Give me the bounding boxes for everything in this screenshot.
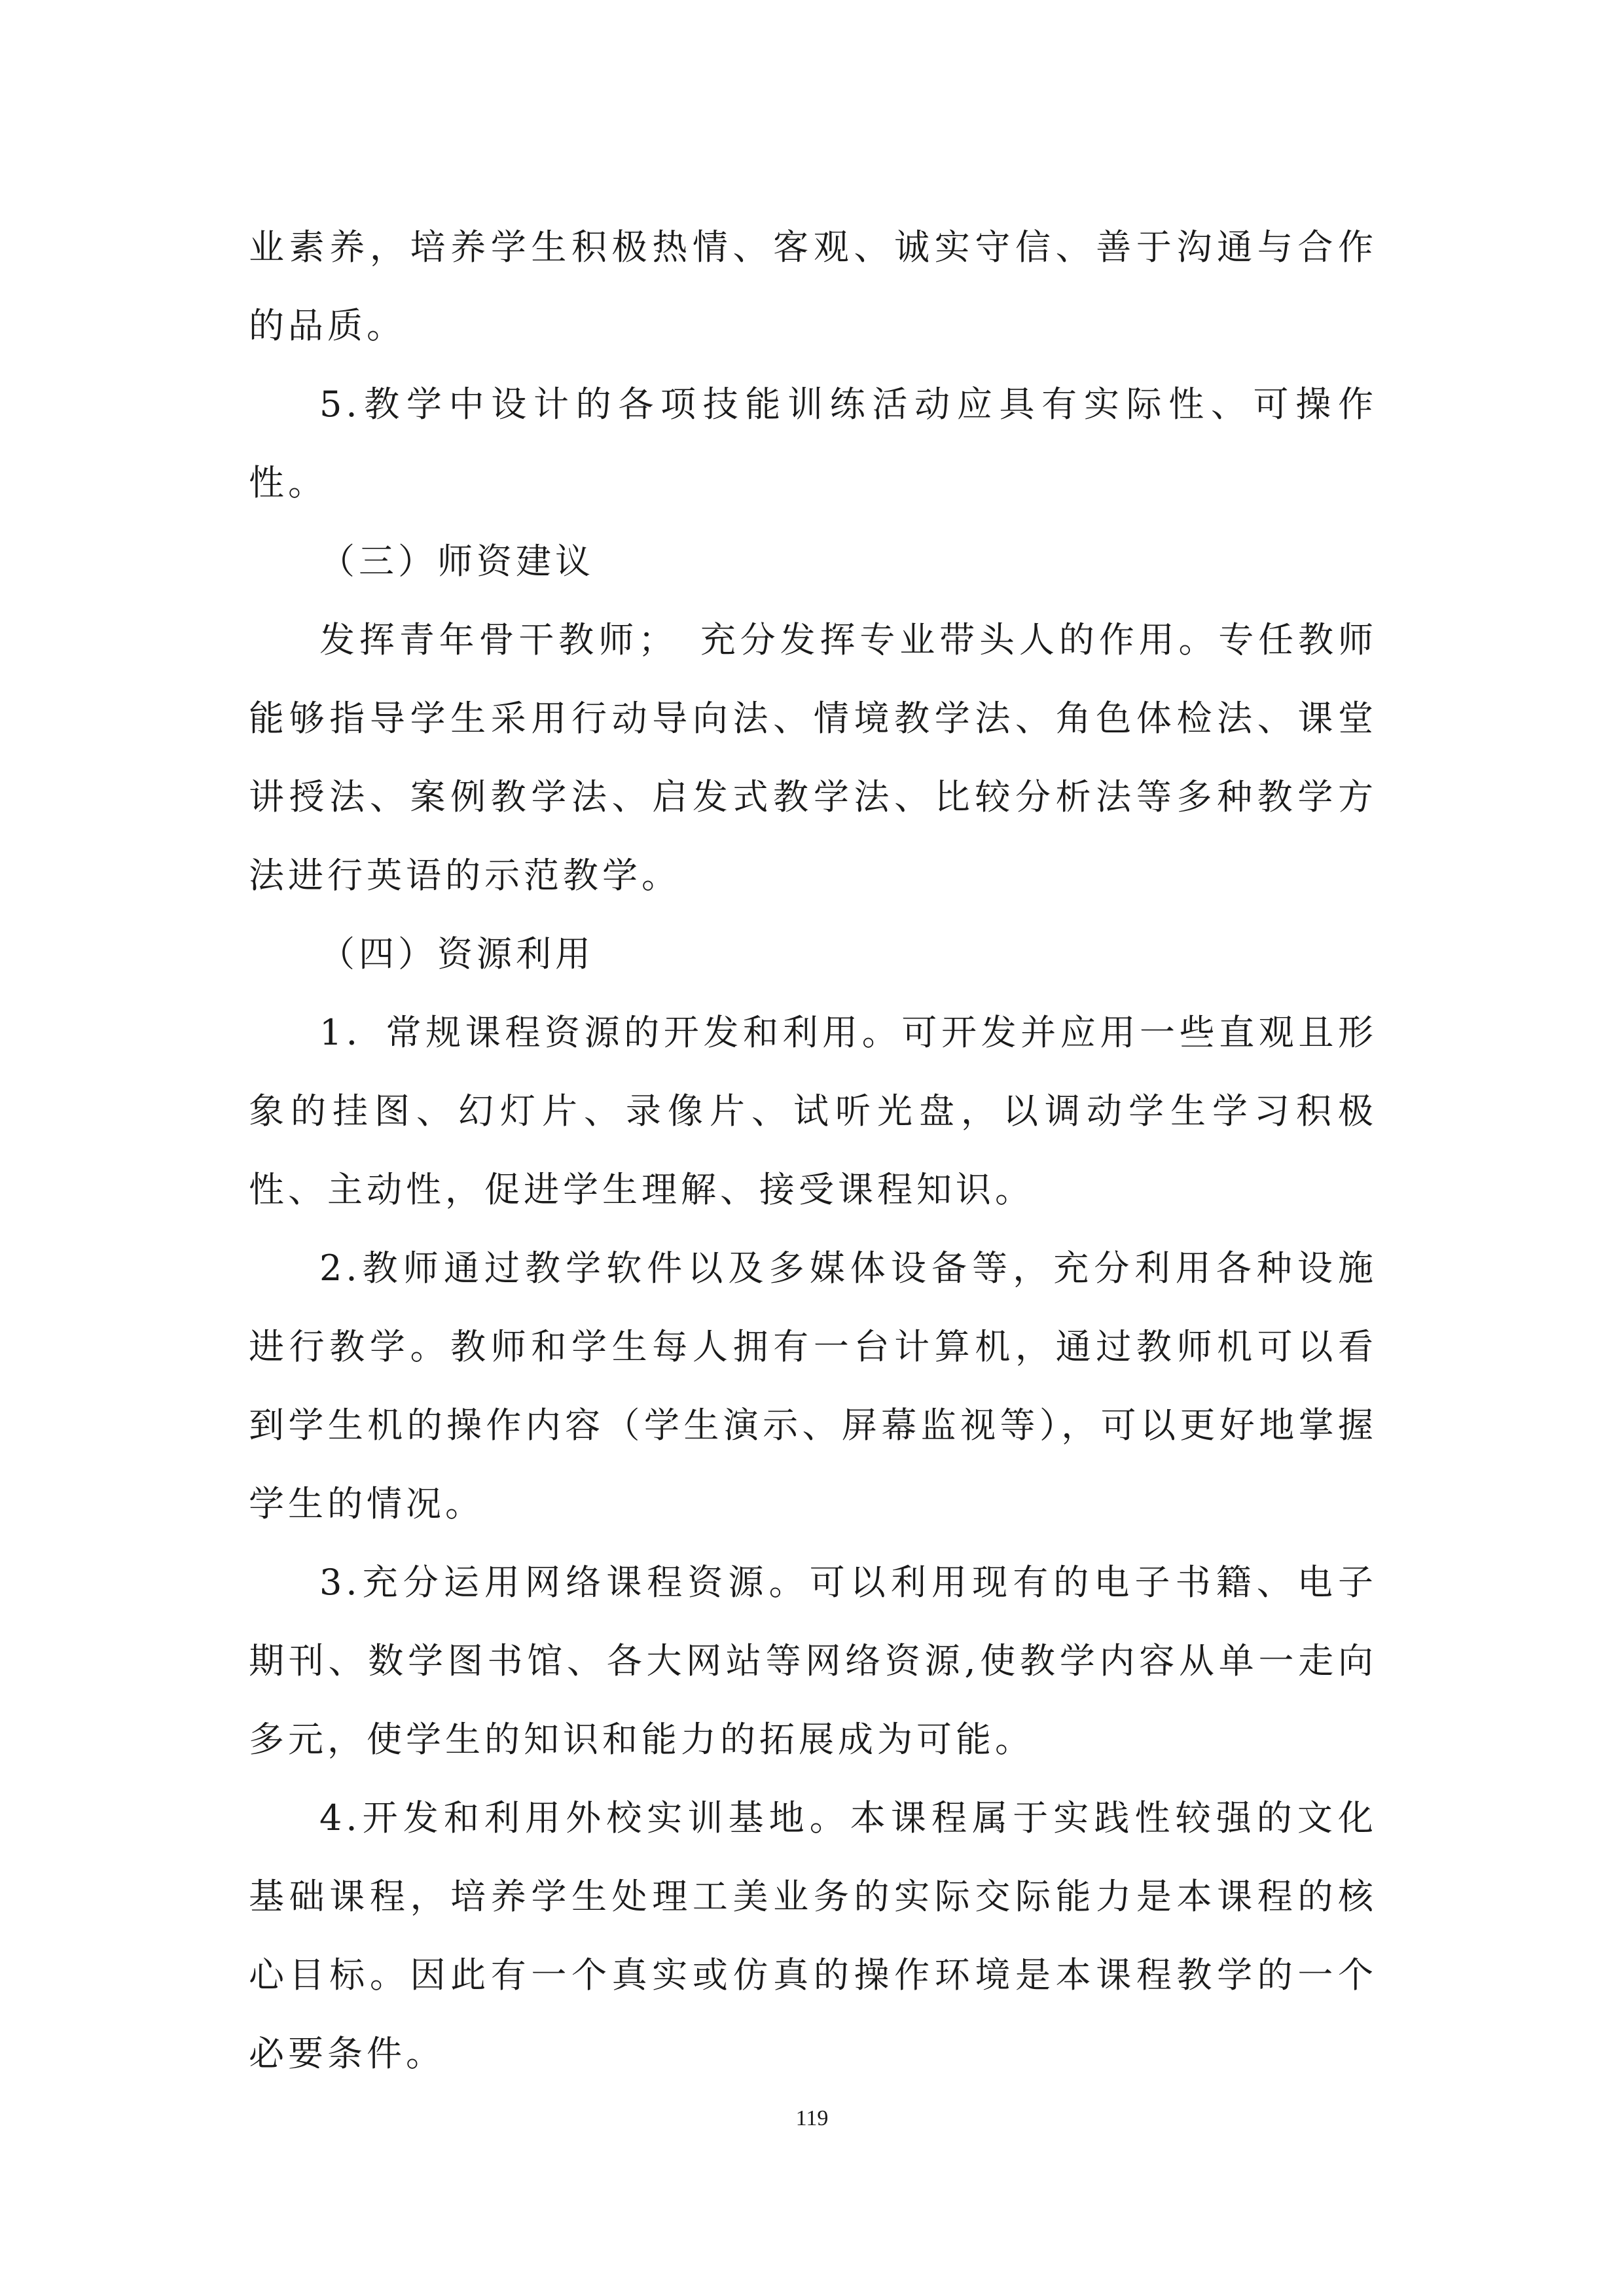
paragraph-conventional-resources: 1．常规课程资源的开发和利用。可开发并应用一些直观且形象的挂图、幻灯片、录像片、试听光盘，以调动学生学习积极性、主动性，促进学生理解、接受课程知识。 [249, 1012, 1377, 1210]
heading-resource-utilization: （四）资源利用 [319, 933, 594, 975]
page-body [249, 208, 1377, 2093]
paragraph-teacher-suggestions: 发挥青年骨干教师； 充分发挥专业带头人的作用。专任教师能够指导学生采用行动导向法、情境教学法、角色体检法、课堂讲授法、案例教学法、启发式教学法、比较分析法等多种教学方法进行英语的示范教学。 [249, 619, 1377, 896]
paragraph-skill-activities: 5.教学中设计的各项技能训练活动应具有实际性、可操作性。 [249, 384, 1377, 503]
paragraph-network-resources: 3.充分运用网络课程资源。可以利用现有的电子书籍、电子期刊、数学图书馆、各大网站等网络资源,使教学内容从单一走向多元，使学生的知识和能力的拓展成为可能。 [249, 1562, 1377, 1760]
page-number: 119 [795, 2106, 829, 2130]
heading-teacher-suggestions: （三）师资建议 [319, 541, 594, 582]
paragraph-multimedia-resources: 2.教师通过教学软件以及多媒体设备等，充分利用各种设施进行教学。教师和学生每人拥有一台计算机，通过教师机可以看到学生机的操作内容（学生演示、屏幕监视等），可以更好地掌握学生的情况。 [249, 1247, 1377, 1524]
paragraph-training-base: 4.开发和利用外校实训基地。本课程属于实践性较强的文化基础课程，培养学生处理工美业务的实际交际能力是本课程的核心目标。因此有一个真实或仿真的操作环境是本课程教学的一个必要条件。 [249, 1797, 1377, 2074]
paragraph-quality-training: 业素养，培养学生积极热情、客观、诚实守信、善于沟通与合作的品质。 [249, 226, 1377, 346]
